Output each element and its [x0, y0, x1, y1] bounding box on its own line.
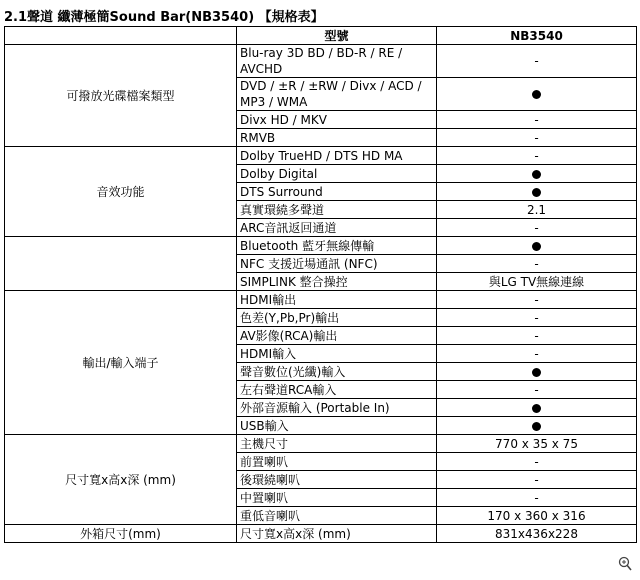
- page-title: 2.1聲道 纖薄極簡Sound Bar(NB3540) 【規格表】: [4, 10, 324, 25]
- feature-cell: 左右聲道RCA輸入: [237, 381, 437, 399]
- value-cell: -: [437, 327, 637, 345]
- table-row: [5, 45, 637, 78]
- supported-dot-cell: [437, 363, 637, 381]
- feature-cell: RMVB: [237, 129, 437, 147]
- table-row: [5, 237, 637, 255]
- value-cell: -: [437, 219, 637, 237]
- supported-dot-icon: [532, 170, 541, 179]
- feature-cell: 聲音數位(光纖)輸入: [237, 363, 437, 381]
- value-cell: -: [437, 381, 637, 399]
- category-cell: 可撥放光碟檔案類型: [5, 45, 237, 147]
- feature-cell: Bluetooth 藍牙無線傳輸: [237, 237, 437, 255]
- feature-cell: 重低音喇叭: [237, 507, 437, 525]
- value-cell: -: [437, 129, 637, 147]
- value-cell: 與LG TV無線連線: [437, 273, 637, 291]
- feature-cell: Divx HD / MKV: [237, 111, 437, 129]
- feature-cell: 真實環繞多聲道: [237, 201, 437, 219]
- value-cell: -: [437, 45, 637, 78]
- value-cell: -: [437, 255, 637, 273]
- supported-dot-icon: [532, 188, 541, 197]
- spec-table: [4, 26, 637, 543]
- supported-dot-icon: [532, 242, 541, 251]
- value-cell: 770 x 35 x 75: [437, 435, 637, 453]
- feature-cell: 色差(Y,Pb,Pr)輸出: [237, 309, 437, 327]
- header-blank: [5, 27, 237, 45]
- value-cell: -: [437, 489, 637, 507]
- feature-cell: Dolby Digital: [237, 165, 437, 183]
- value-cell: -: [437, 471, 637, 489]
- value-cell: 2.1: [437, 201, 637, 219]
- supported-dot-cell: [437, 237, 637, 255]
- feature-cell: 主機尺寸: [237, 435, 437, 453]
- supported-dot-icon: [532, 404, 541, 413]
- value-cell: 170 x 360 x 316: [437, 507, 637, 525]
- category-cell: 音效功能: [5, 147, 237, 237]
- feature-cell: NFC 支援近場通訊 (NFC): [237, 255, 437, 273]
- supported-dot-cell: [437, 417, 637, 435]
- header-feature: 型號: [237, 27, 437, 45]
- feature-cell: DVD / ±R / ±RW / Divx / ACD / MP3 / WMA: [237, 78, 437, 111]
- supported-dot-icon: [532, 368, 541, 377]
- table-row: [5, 525, 637, 543]
- feature-cell: HDMI輸出: [237, 291, 437, 309]
- feature-cell: 尺寸寬x高x深 (mm): [237, 525, 437, 543]
- feature-cell: HDMI輸入: [237, 345, 437, 363]
- feature-cell: 外部音源輸入 (Portable In): [237, 399, 437, 417]
- feature-cell: 後環繞喇叭: [237, 471, 437, 489]
- feature-cell: AV影像(RCA)輸出: [237, 327, 437, 345]
- feature-cell: Dolby TrueHD / DTS HD MA: [237, 147, 437, 165]
- feature-cell: 前置喇叭: [237, 453, 437, 471]
- category-cell: [5, 237, 237, 291]
- feature-cell: USB輸入: [237, 417, 437, 435]
- table-header-row: [5, 27, 637, 45]
- feature-cell: ARC音訊返回通道: [237, 219, 437, 237]
- spec-table-body: [5, 45, 637, 543]
- feature-cell: DTS Surround: [237, 183, 437, 201]
- table-row: [5, 147, 637, 165]
- feature-cell: 中置喇叭: [237, 489, 437, 507]
- supported-dot-cell: [437, 183, 637, 201]
- value-cell: -: [437, 345, 637, 363]
- supported-dot-icon: [532, 422, 541, 431]
- value-cell: 831x436x228: [437, 525, 637, 543]
- supported-dot-cell: [437, 165, 637, 183]
- zoom-icon[interactable]: [618, 556, 632, 572]
- supported-dot-icon: [532, 90, 541, 99]
- feature-cell: Blu-ray 3D BD / BD-R / RE / AVCHD: [237, 45, 437, 78]
- header-model: NB3540: [437, 27, 637, 45]
- table-row: [5, 291, 637, 309]
- value-cell: -: [437, 453, 637, 471]
- value-cell: -: [437, 147, 637, 165]
- category-cell: 尺寸寬x高x深 (mm): [5, 435, 237, 525]
- supported-dot-cell: [437, 399, 637, 417]
- feature-cell: SIMPLINK 整合操控: [237, 273, 437, 291]
- supported-dot-cell: [437, 78, 637, 111]
- category-cell: 輸出/輸入端子: [5, 291, 237, 435]
- value-cell: -: [437, 111, 637, 129]
- value-cell: -: [437, 309, 637, 327]
- category-cell: 外箱尺寸(mm): [5, 525, 237, 543]
- value-cell: -: [437, 291, 637, 309]
- table-row: [5, 435, 637, 453]
